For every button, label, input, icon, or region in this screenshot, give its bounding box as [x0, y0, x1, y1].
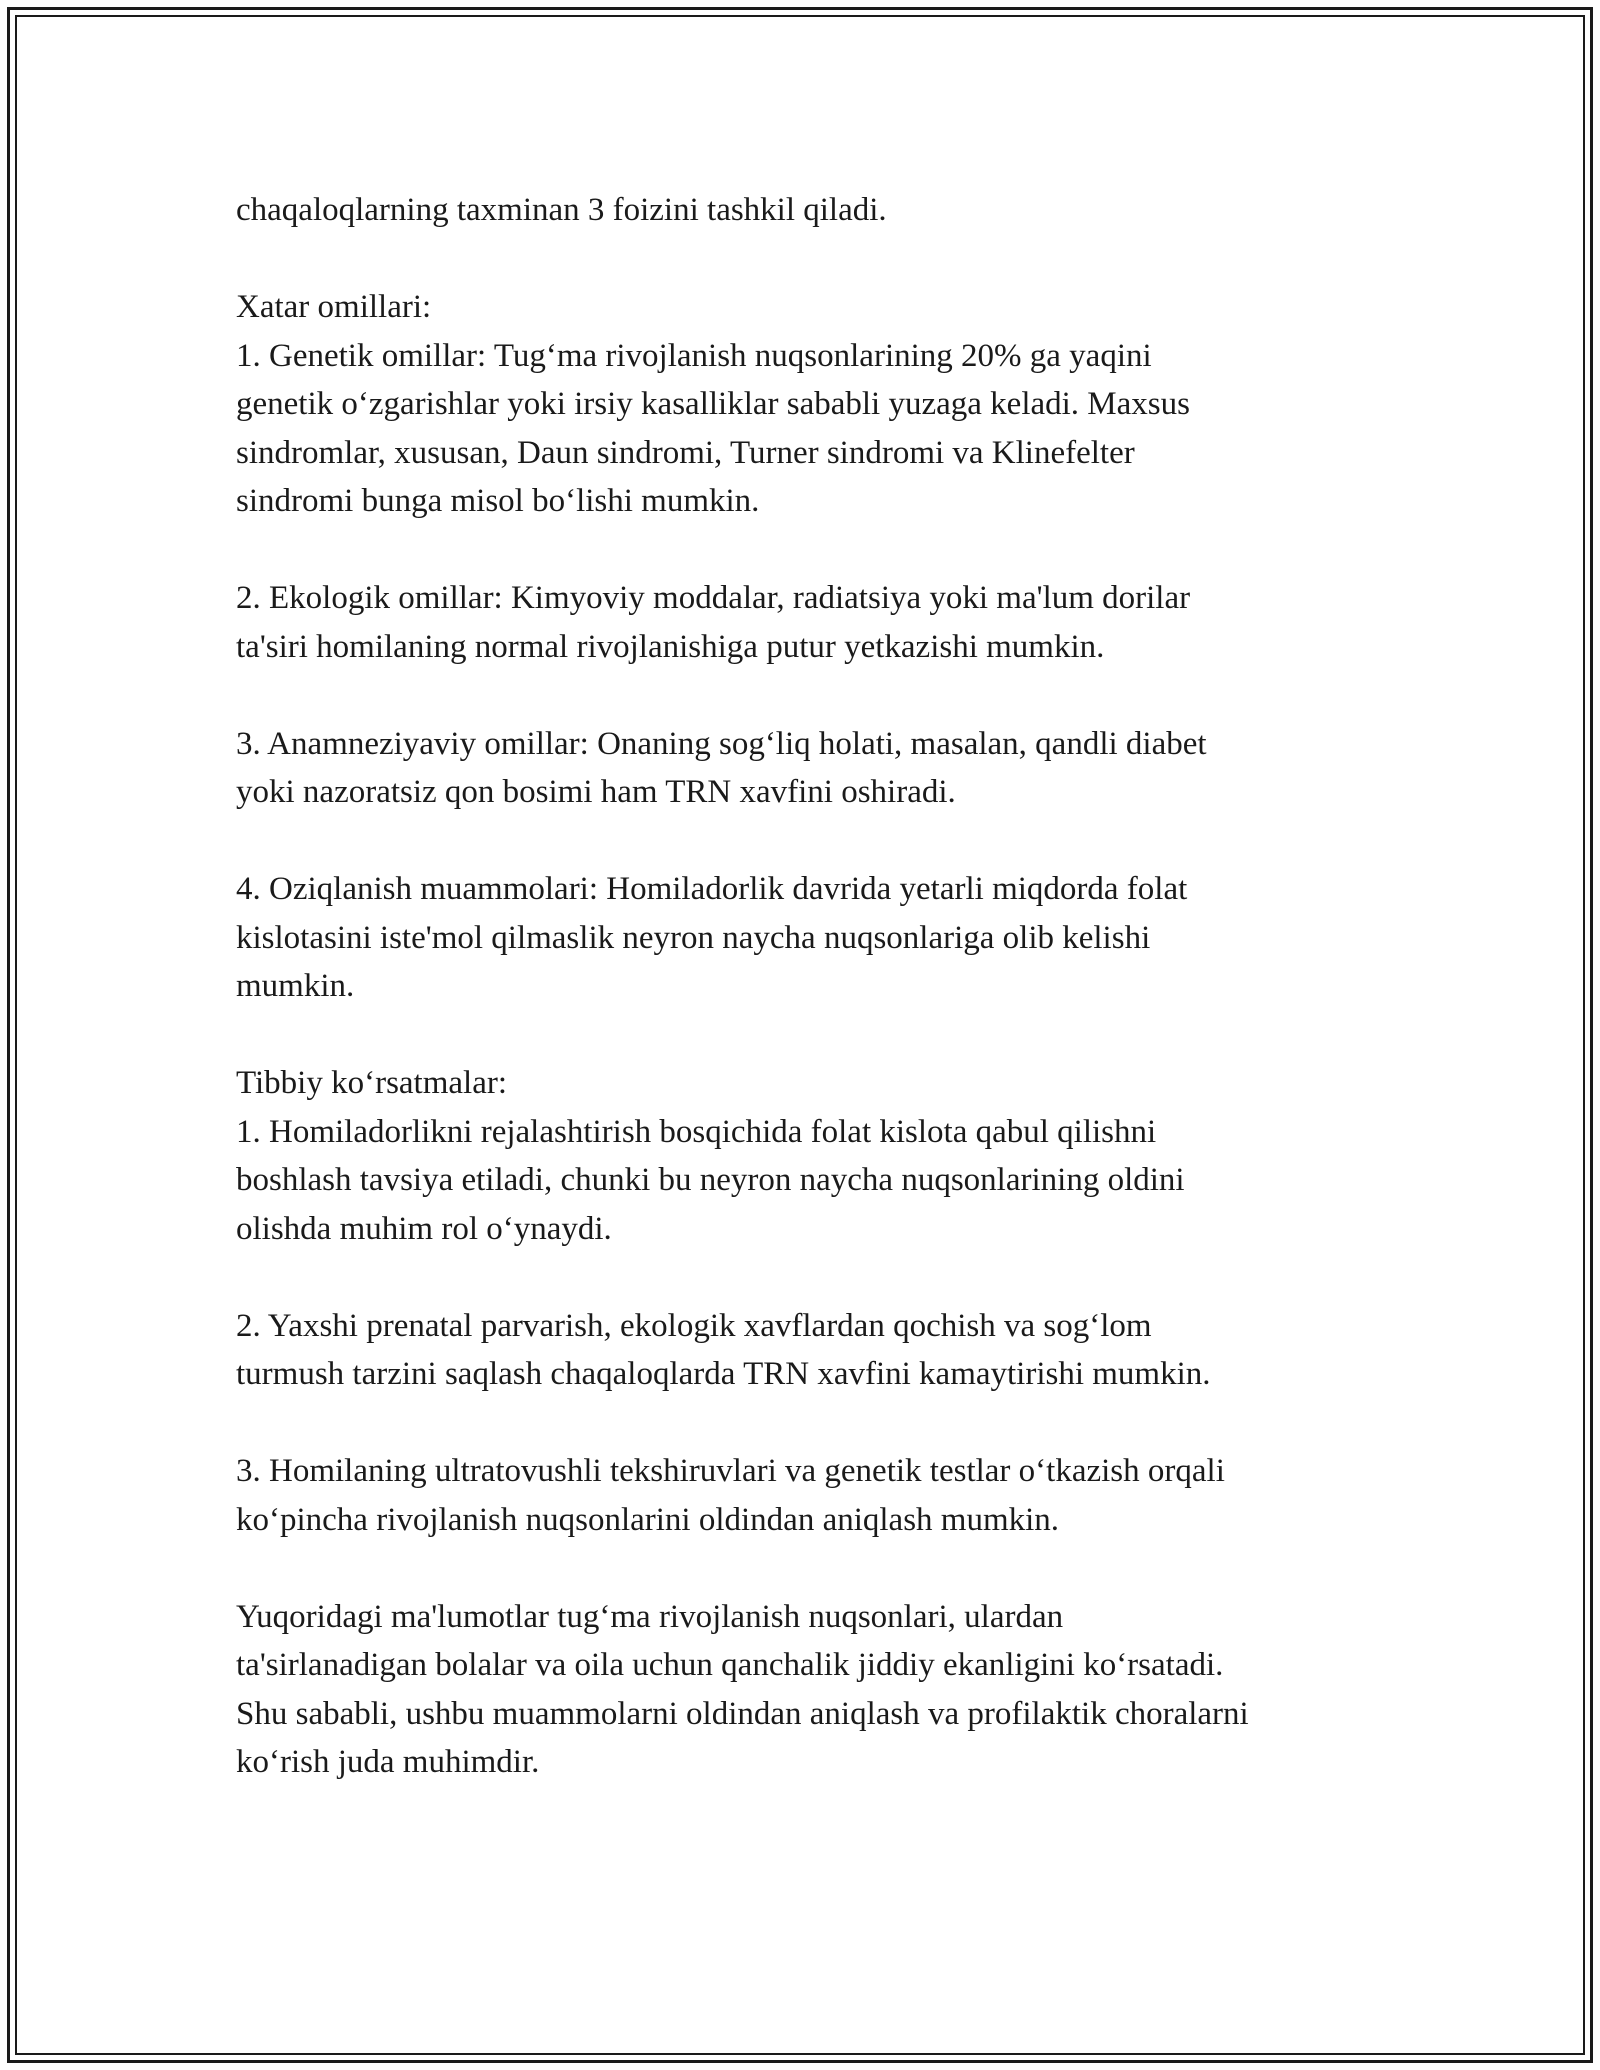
- text-line: sindromlar, xususan, Daun sindromi, Turner sindromi va Klinefelter: [236, 434, 1135, 471]
- text-line: 3. Anamneziyaviy omillar: Onaning sog‘liq holati, masalan, qandli diabet: [236, 725, 1207, 762]
- text-line: olishda muhim rol o‘ynaydi.: [236, 1210, 612, 1247]
- risk-factors-heading: Xatar omillari:: [236, 289, 432, 325]
- text-line: 3. Homilaning ultratovushli tekshiruvlari va genetik testlar o‘tkazish orqali: [236, 1453, 1225, 1489]
- recommendations-heading: Tibbiy ko‘rsatmalar:: [236, 1065, 508, 1101]
- text-line: ta'siri homilaning normal rivojlanishiga putur yetkazishi mumkin.: [236, 628, 1105, 665]
- text-line: genetik o‘zgarishlar yoki irsiy kasalliklar sababli yuzaga keladi. Maxsus: [236, 386, 1190, 422]
- text-line: 1. Homiladorlikni rejalashtirish bosqichida folat kislota qabul qilishni: [236, 1113, 1157, 1150]
- text-line: 2. Ekologik omillar: Kimyoviy moddalar, radiatsiya yoki ma'lum dorilar: [236, 580, 1191, 616]
- intro-paragraph: [236, 186, 1376, 235]
- risk-factors-section: [236, 283, 1376, 1011]
- text-line: 4. Oziqlanish muammolari: Homiladorlik davrida yetarli miqdorda folat: [236, 871, 1188, 907]
- risk-factor-2: [236, 574, 1376, 671]
- recommendations-section: [236, 1059, 1376, 1544]
- text-line: ta'sirlanadigan bolalar va oila uchun qanchalik jiddiy ekanligini ko‘rsatadi.: [236, 1647, 1224, 1683]
- risk-factor-3: [236, 720, 1376, 817]
- text-line: Yuqoridagi ma'lumotlar tug‘ma rivojlanish nuqsonlari, ulardan: [236, 1598, 1064, 1635]
- conclusion-paragraph: [236, 1593, 1376, 1787]
- text-line: ko‘pincha rivojlanish nuqsonlarini oldindan aniqlash mumkin.: [236, 1501, 1060, 1538]
- text-line: ko‘rish juda muhimdir.: [236, 1744, 540, 1780]
- recommendation-1: [236, 1059, 1376, 1253]
- text-line: yoki nazoratsiz qon bosimi ham TRN xavfini oshiradi.: [236, 774, 956, 810]
- risk-factor-4: [236, 865, 1376, 1011]
- text-line: mumkin.: [236, 968, 355, 1004]
- risk-factor-1: [236, 283, 1376, 526]
- text-line: Shu sababli, ushbu muammolarni oldindan aniqlash va profilaktik choralarni: [236, 1695, 1249, 1732]
- document-body: [236, 186, 1376, 1835]
- text-line: chaqaloqlarning taxminan 3 foizini tashkil qiladi.: [236, 192, 887, 228]
- text-line: 2. Yaxshi prenatal parvarish, ekologik xavflardan qochish va sog‘lom: [236, 1307, 1152, 1344]
- text-line: turmush tarzini saqlash chaqaloqlarda TRN xavfini kamaytirishi mumkin.: [236, 1356, 1211, 1392]
- text-line: 1. Genetik omillar: Tug‘ma rivojlanish nuqsonlarining 20% ga yaqini: [236, 337, 1152, 374]
- recommendation-3: [236, 1447, 1376, 1544]
- text-line: boshlash tavsiya etiladi, chunki bu neyron naycha nuqsonlarining oldini: [236, 1162, 1185, 1198]
- text-line: kislotasini iste'mol qilmaslik neyron naycha nuqsonlariga olib kelishi: [236, 919, 1151, 956]
- text-line: sindromi bunga misol bo‘lishi mumkin.: [236, 483, 760, 519]
- recommendation-2: [236, 1302, 1376, 1399]
